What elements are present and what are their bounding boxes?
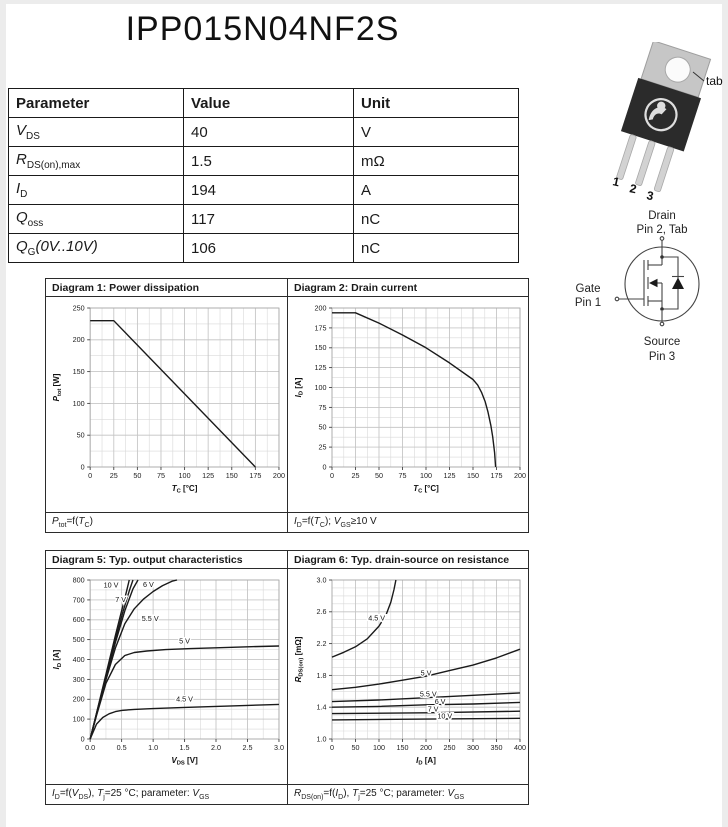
diagram-row-1 (45, 278, 529, 533)
curve-label: 10 V (437, 711, 453, 721)
svg-text:50: 50 (133, 471, 142, 480)
curve-label: 5 V (420, 668, 432, 678)
curve-VGS=10V (332, 718, 520, 720)
table-row (9, 234, 519, 263)
unit-cell: mΩ (354, 147, 519, 176)
svg-text:25: 25 (351, 471, 360, 480)
unit-cell: V (354, 118, 519, 147)
svg-text:50: 50 (351, 743, 360, 752)
y-axis-title: ID [A] (294, 377, 305, 398)
svg-text:250: 250 (72, 303, 85, 313)
table-row (9, 118, 519, 147)
svg-text:0: 0 (330, 743, 334, 752)
package-leg-3 (654, 146, 674, 192)
curve-label: 7 V (427, 704, 439, 714)
diagram-2-cell (287, 279, 528, 532)
diagram-1-cell (46, 279, 287, 532)
package-leg-1 (616, 134, 636, 180)
curve-label: 6 V (434, 697, 446, 706)
diagram-6-cell (287, 551, 528, 804)
svg-text:1.4: 1.4 (316, 702, 327, 712)
drain-label: Drain (648, 210, 676, 222)
svg-text:100: 100 (373, 743, 385, 752)
curve-label: 4.5 V (176, 694, 194, 704)
diagram-6-title: Diagram 6: Typ. drain-source on resistance (288, 551, 528, 569)
gate-pin-label: Pin 1 (574, 297, 602, 309)
svg-text:600: 600 (72, 615, 85, 625)
x-axis (330, 739, 526, 752)
package-image (585, 42, 728, 204)
diagram-1-chart (46, 297, 287, 512)
diagram-6-caption: $R_{DS(on)}=f(I_D)$, $T_j=25$ °C; parameter: $V_{GS}$ (288, 784, 528, 804)
diagram-2-caption: $I_D=f(T_C)$; $V_{GS}\ge 10$ V (288, 512, 528, 532)
diagram-5-cell (46, 551, 287, 804)
value-cell: 117 (184, 205, 354, 234)
svg-text:25: 25 (318, 442, 327, 452)
curve-label: 5.5 V (141, 613, 159, 623)
table-row (9, 205, 519, 234)
svg-text:50: 50 (375, 471, 383, 480)
col-header-parameter: Parameter (9, 89, 184, 118)
svg-text:800: 800 (72, 575, 85, 585)
gate-label: Gate (575, 283, 601, 295)
diagram-5-caption: $I_D=f(V_{DS})$, $T_j=25$ °C; parameter: $V_{GS}$ (46, 784, 287, 804)
grid (90, 308, 279, 467)
svg-text:0: 0 (330, 471, 334, 480)
svg-text:200: 200 (514, 471, 526, 480)
svg-text:175: 175 (249, 471, 262, 480)
svg-text:125: 125 (443, 471, 456, 480)
parameter-cell: $I_D$ (9, 176, 184, 205)
svg-text:100: 100 (314, 382, 327, 392)
curve-label: 5 V (179, 636, 190, 646)
pin-3-label: 3 (645, 188, 655, 204)
unit-cell: A (354, 176, 519, 205)
x-axis-title: TC [°C] (413, 484, 439, 495)
svg-text:75: 75 (398, 471, 407, 480)
value-cell: 194 (184, 176, 354, 205)
curve-ID (332, 313, 496, 467)
curve-label: 5.5 V (419, 689, 437, 699)
unit-cell: nC (354, 234, 519, 263)
svg-text:25: 25 (109, 471, 118, 480)
chart-canvas (288, 297, 528, 512)
svg-text:300: 300 (467, 743, 479, 752)
package-leg-2 (635, 140, 655, 186)
svg-text:75: 75 (156, 471, 165, 480)
svg-text:3.0: 3.0 (316, 575, 327, 585)
diagram-row-2 (45, 550, 529, 805)
diagram-1-title: Diagram 1: Power dissipation (46, 279, 287, 297)
svg-text:2.0: 2.0 (210, 743, 222, 752)
svg-text:700: 700 (72, 595, 85, 605)
svg-text:2.6: 2.6 (316, 607, 327, 617)
svg-text:150: 150 (467, 471, 479, 480)
parameter-cell: $V_{DS}$ (9, 118, 184, 147)
svg-text:1.5: 1.5 (179, 743, 190, 752)
parameter-table (8, 88, 519, 263)
svg-text:0: 0 (80, 734, 85, 744)
col-header-unit: Unit (354, 89, 519, 118)
chart-canvas (46, 297, 287, 512)
y-axis-title: ID [A] (52, 649, 63, 670)
svg-text:0.0: 0.0 (85, 743, 96, 752)
svg-text:2.2: 2.2 (316, 639, 327, 648)
diagram-2-title: Diagram 2: Drain current (288, 279, 528, 297)
pin-2-label: 2 (628, 181, 638, 197)
page-title: IPP015N04NF2S (125, 10, 400, 48)
parameter-cell: $Q_G(0V..10V)$ (9, 234, 184, 263)
diagram-5-chart (46, 569, 287, 784)
body-diode (672, 278, 684, 290)
curve-label: 6 V (143, 579, 154, 589)
svg-text:0: 0 (322, 462, 327, 472)
value-cell: 1.5 (184, 147, 354, 176)
svg-text:300: 300 (72, 674, 85, 684)
y-axis-title: RDS(on) [mΩ] (294, 636, 305, 683)
svg-text:0: 0 (88, 471, 93, 480)
svg-text:150: 150 (225, 471, 238, 480)
svg-text:200: 200 (72, 694, 85, 704)
value-cell: 106 (184, 234, 354, 263)
svg-text:500: 500 (72, 635, 85, 644)
drain-terminal (660, 237, 664, 241)
diagram-1-caption: $P_{tot}=f(T_C)$ (46, 512, 287, 532)
source-pin-label: Pin 3 (648, 351, 676, 363)
source-label: Source (643, 336, 681, 348)
curve-label: 7 V (115, 594, 127, 604)
svg-text:150: 150 (396, 743, 409, 752)
svg-text:175: 175 (314, 323, 327, 333)
svg-text:150: 150 (72, 367, 85, 376)
tab-label: tab (706, 74, 723, 88)
svg-text:50: 50 (318, 422, 327, 432)
svg-text:1.0: 1.0 (148, 743, 159, 752)
table-row (9, 176, 519, 205)
col-header-value: Value (184, 89, 354, 118)
svg-text:1.0: 1.0 (316, 734, 327, 744)
svg-text:100: 100 (178, 471, 191, 480)
mosfet-symbol (560, 205, 728, 373)
table-header-row (9, 89, 519, 118)
svg-text:250: 250 (443, 743, 456, 752)
y-axis (73, 575, 91, 743)
diagram-6-chart (288, 569, 528, 784)
x-axis (330, 467, 526, 480)
parameter-cell: $Q_{oss}$ (9, 205, 184, 234)
source-terminal (660, 322, 664, 326)
svg-text:0: 0 (80, 462, 85, 472)
chart-canvas (288, 569, 528, 784)
value-cell: 40 (184, 118, 354, 147)
svg-text:100: 100 (72, 398, 85, 408)
svg-text:150: 150 (314, 343, 327, 353)
table-row (9, 147, 519, 176)
svg-text:350: 350 (490, 743, 503, 752)
x-axis-title: TC [°C] (171, 484, 198, 495)
svg-text:50: 50 (76, 430, 85, 440)
curve-VGS=4.5V (332, 580, 396, 657)
y-axis (315, 303, 333, 471)
svg-text:75: 75 (318, 402, 327, 412)
svg-text:200: 200 (420, 743, 432, 752)
svg-text:100: 100 (72, 714, 85, 724)
svg-text:100: 100 (420, 471, 432, 480)
x-axis-title: VDS [V] (171, 756, 198, 767)
svg-text:175: 175 (490, 471, 503, 480)
x-axis (88, 467, 285, 480)
svg-text:200: 200 (314, 303, 327, 313)
svg-text:400: 400 (72, 654, 85, 664)
svg-text:125: 125 (314, 363, 327, 372)
curve-label: 4.5 V (368, 613, 386, 623)
svg-text:400: 400 (514, 743, 526, 752)
svg-text:200: 200 (272, 471, 285, 480)
parameter-table-body (9, 118, 519, 263)
drain-pin-label: Pin 2, Tab (636, 224, 688, 236)
x-axis-title: ID [A] (416, 756, 436, 767)
svg-text:0.5: 0.5 (116, 743, 127, 752)
datasheet-page (6, 4, 722, 827)
svg-text:2.5: 2.5 (242, 743, 253, 752)
y-axis (317, 575, 333, 743)
svg-text:1.8: 1.8 (316, 670, 327, 680)
y-axis-title: Ptot [W] (52, 373, 63, 402)
curve-label: 10 V (103, 580, 119, 590)
diagram-5-title: Diagram 5: Typ. output characteristics (46, 551, 287, 569)
pin-1-label: 1 (611, 174, 621, 190)
x-axis (85, 739, 284, 752)
unit-cell: nC (354, 205, 519, 234)
gate-terminal (615, 297, 619, 301)
svg-text:200: 200 (72, 335, 85, 345)
substrate-arrow (649, 279, 658, 287)
svg-text:125: 125 (202, 471, 215, 480)
y-axis (73, 303, 91, 471)
chart-canvas (46, 569, 287, 784)
svg-text:3.0: 3.0 (273, 743, 284, 752)
diagram-2-chart (288, 297, 528, 512)
grid (332, 308, 520, 467)
parameter-cell: $R_{DS(on),max}$ (9, 147, 184, 176)
